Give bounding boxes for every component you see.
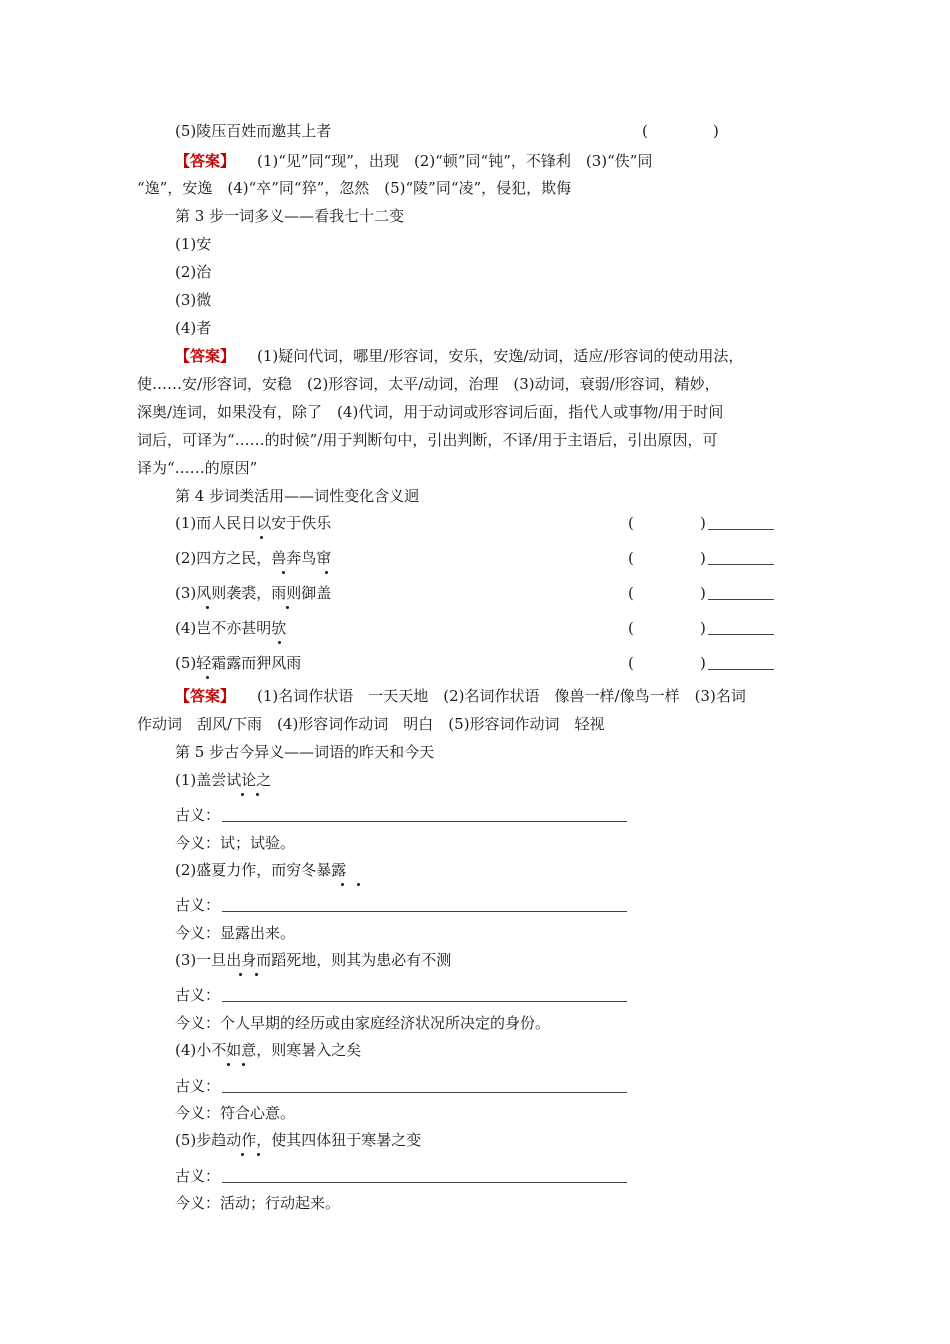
gu-answer-blank[interactable]	[222, 910, 627, 912]
question-item: (3)风则袭裘，雨则御盖	[175, 584, 332, 602]
question-item: (5)轻霜露而狎风雨	[175, 654, 302, 672]
answer-paren-open: (	[628, 654, 634, 672]
answer-block-3	[175, 686, 746, 706]
answer-line: “逸”，安逸 (4)“卒”同“猝”，忽然 (5)“陵”同“凌”，侵犯，欺侮	[137, 179, 572, 197]
emphasis-dot	[241, 793, 244, 796]
question-item-5: (5)陵压百姓而邀其上者	[175, 122, 332, 140]
gu-answer-blank[interactable]	[222, 820, 627, 822]
emphasis-dot	[227, 1063, 230, 1066]
answer-paren-close: )	[700, 514, 706, 532]
question-item: (4)岂不亦甚明欤	[175, 619, 287, 637]
answer-line: (1)疑问代词，哪里/形容词，安乐，安逸/动词，适应/形容词的使动用法，	[257, 347, 744, 365]
answer-block-1	[175, 151, 652, 171]
answer-line: 使……安/形容词，安稳 (2)形容词，太平/动词，治理 (3)动词，衰弱/形容词，精妙，	[137, 375, 720, 393]
answer-line: 词后，可译为“……的时候”/用于判断句中，引出判断，不译/用于主语后，引出原因，可	[137, 431, 718, 449]
answer-line: (1)“见”同“现”，出现 (2)“顿”同“钝”，不锋利 (3)“佚”同	[257, 152, 653, 170]
answer-paren-open: (	[628, 619, 634, 637]
gu-label: 古义：	[175, 806, 221, 824]
answer-paren-open: (	[642, 122, 648, 140]
emphasis-dot	[257, 1153, 260, 1156]
emphasis-dot	[242, 1063, 245, 1066]
answer-line: (1)名词作状语 一天天地 (2)名词作状语 像兽一样/像鸟一样 (3)名词	[257, 687, 746, 705]
gu-answer-blank[interactable]	[222, 1091, 627, 1093]
jin-meaning: 今义：显露出来。	[175, 924, 296, 942]
emphasis-dot	[325, 571, 328, 574]
answer-paren-close: )	[700, 549, 706, 567]
answer-blank[interactable]	[708, 633, 774, 635]
gu-label: 古义：	[175, 1167, 221, 1185]
emphasis-dot	[286, 606, 289, 609]
answer-blank[interactable]	[708, 668, 774, 670]
section-title: 第 3 步一词多义——看我七十二变	[175, 207, 405, 225]
emphasis-dot	[282, 571, 285, 574]
emphasis-dot	[241, 1153, 244, 1156]
emphasis-dot	[256, 793, 259, 796]
answer-paren-open: (	[628, 549, 634, 567]
question-item: (2)四方之民，兽奔鸟窜	[175, 549, 332, 567]
jin-meaning: 今义：个人早期的经历或由家庭经济状况所决定的身份。	[175, 1014, 551, 1032]
answer-line: 深奥/连词，如果没有，除了 (4)代词，用于动词或形容词后面，指代人或事物/用于时间	[137, 403, 724, 421]
answer-block-2	[175, 346, 743, 366]
jin-meaning: 今义：活动；行动起来。	[175, 1194, 341, 1212]
question-sentence: (1)盖尝试论之	[175, 771, 272, 789]
answer-paren-open: (	[628, 514, 634, 532]
emphasis-dot	[206, 606, 209, 609]
gu-answer-blank[interactable]	[222, 1000, 627, 1002]
question-item: (3)微	[175, 291, 212, 309]
question-sentence: (2)盛夏力作，而穷冬暴露	[175, 861, 347, 879]
answer-tag: 【答案】	[175, 152, 236, 170]
question-item: (1)安	[175, 235, 212, 253]
answer-line: 译为“……的原因”	[137, 459, 258, 477]
answer-paren-close: )	[700, 654, 706, 672]
answer-paren-close: )	[700, 619, 706, 637]
answer-paren-open: (	[628, 584, 634, 602]
emphasis-dot	[260, 536, 263, 539]
answer-tag: 【答案】	[175, 347, 236, 365]
section-title: 第 5 步古今异义——词语的昨天和今天	[175, 743, 435, 761]
question-item: (2)治	[175, 263, 212, 281]
answer-line: 作动词 刮风/下雨 (4)形容词作动词 明白 (5)形容词作动词 轻视	[137, 715, 605, 733]
question-sentence: (3)一旦出身而蹈死地，则其为患必有不测	[175, 951, 452, 969]
section-title: 第 4 步词类活用——词性变化含义迥	[175, 487, 420, 505]
question-item: (1)而人民日以安于佚乐	[175, 514, 332, 532]
jin-meaning: 今义：试；试验。	[175, 834, 296, 852]
answer-blank[interactable]	[708, 528, 774, 530]
answer-tag: 【答案】	[175, 687, 236, 705]
question-item: (4)者	[175, 319, 212, 337]
answer-paren-close: )	[713, 122, 719, 140]
jin-meaning: 今义：符合心意。	[175, 1104, 296, 1122]
emphasis-dot	[239, 973, 242, 976]
emphasis-dot	[357, 883, 360, 886]
gu-label: 古义：	[175, 896, 221, 914]
gu-answer-blank[interactable]	[222, 1181, 627, 1183]
question-sentence: (4)小不如意，则寒暑入之矣	[175, 1041, 362, 1059]
emphasis-dot	[278, 641, 281, 644]
answer-blank[interactable]	[708, 598, 774, 600]
emphasis-dot	[206, 676, 209, 679]
emphasis-dot	[341, 883, 344, 886]
answer-paren-close: )	[700, 584, 706, 602]
emphasis-dot	[255, 973, 258, 976]
gu-label: 古义：	[175, 986, 221, 1004]
gu-label: 古义：	[175, 1077, 221, 1095]
question-sentence: (5)步趋动作，使其四体狃于寒暑之变	[175, 1131, 422, 1149]
answer-blank[interactable]	[708, 563, 774, 565]
